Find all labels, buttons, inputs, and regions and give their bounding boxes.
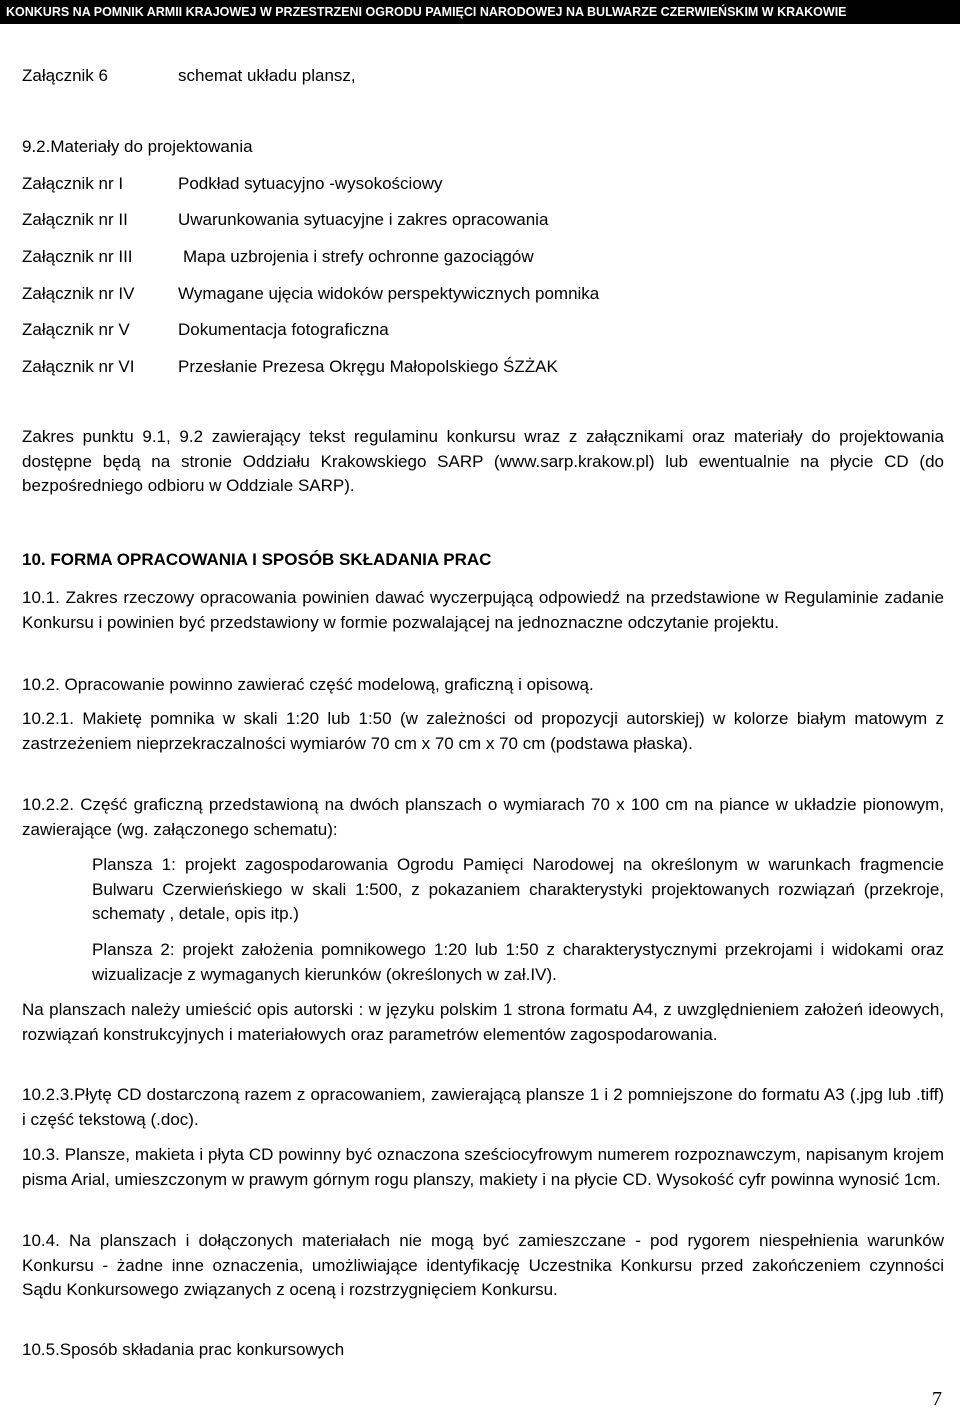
paragraph-10-1: 10.1. Zakres rzeczowy opracowania powinien dawać wyczerpującą odpowiedź na przedstawione w Regulaminie zadanie Konkursu i powinien być przedstawiony w formie pozwalającej na jednoznaczne odczytanie projektu. bbox=[22, 588, 944, 632]
annex-text: Dokumentacja fotograficzna bbox=[178, 320, 389, 339]
page-number: 7 bbox=[932, 1388, 942, 1410]
annex-text: Podkład sytuacyjno -wysokościowy bbox=[178, 174, 443, 193]
annex-text: Wymagane ujęcia widoków perspektywicznych pomnika bbox=[178, 284, 600, 303]
annex-label: Załącznik nr I bbox=[22, 174, 124, 193]
paragraph-10-2: 10.2. Opracowanie powinno zawierać część modelową, graficzną i opisową. bbox=[22, 675, 594, 694]
annex-text: Uwarunkowania sytuacyjne i zakres opracowania bbox=[178, 210, 549, 229]
paragraph-10-3: 10.3. Plansze, makieta i płyta CD powinny być oznaczona sześciocyfrowym numerem rozpoznawczym, napisanym krojem pisma Arial, umieszczonym w prawym górnym rogu planszy, makiety i na płycie CD. Wysokość cyfr powinna wynosić 1cm. bbox=[22, 1145, 944, 1189]
scope-paragraph: Zakres punktu 9.1, 9.2 zawierający tekst regulaminu konkursu wraz z załącznikami oraz materiały do projektowania dostępne będą na stronie Oddziału Krakowskiego SARP (www.sarp.krakow.pl) lub ewentualnie na płycie CD (do bezpośredniego odbioru w Oddziale SARP). bbox=[22, 427, 944, 495]
plansza-1-paragraph: Plansza 1: projekt zagospodarowania Ogrodu Pamięci Narodowej na określonym w warunkach fragmencie Bulwaru Czerwieńskiego w skali 1:500, z pokazaniem charakterystyki projektowanych rozwiązań (przekroje, schematy , detale, opis itp.) bbox=[92, 855, 944, 923]
paragraph-10-4: 10.4. Na planszach i dołączonych materiałach nie mogą być zamieszczane - pod rygorem niespełnienia warunków Konkursu - żadne inne oznaczenia, umożliwiające identyfikację Uczestnika Konkursu przed zakończeniem czynności Sądu Konkursowego związanych z oceną i rozstrzygnięciem Konkursu. bbox=[22, 1231, 944, 1299]
annex-text: Mapa uzbrojenia i strefy ochronne gazociągów bbox=[183, 247, 534, 266]
annex6-label: Załącznik 6 bbox=[22, 66, 108, 85]
annex-label: Załącznik nr IV bbox=[22, 284, 135, 303]
annex-label: Załącznik nr V bbox=[22, 320, 130, 339]
paragraph-10-2-1: 10.2.1. Makietę pomnika w skali 1:20 lub 1:50 (w zależności od propozycji autorskiej) w kolorze białym matowym z zastrzeżeniem nieprzekraczalności wymiarów 70 cm x 70 cm x 70 cm (podstawa płaska). bbox=[22, 709, 944, 753]
materials-heading: 9.2.Materiały do projektowania bbox=[22, 137, 253, 156]
section-10-heading: 10. FORMA OPRACOWANIA I SPOSÓB SKŁADANIA PRAC bbox=[22, 550, 492, 569]
annex-label: Załącznik nr VI bbox=[22, 357, 135, 376]
paragraph-10-2-3: 10.2.3.Płytę CD dostarczoną razem z opracowaniem, zawierającą plansze 1 i 2 pomniejszone do formatu A3 (.jpg lub .tiff) i część tekstową (.doc). bbox=[22, 1085, 944, 1129]
annex-label: Załącznik nr II bbox=[22, 210, 128, 229]
annex6-text: schemat układu plansz, bbox=[178, 66, 356, 85]
paragraph-10-2-2: 10.2.2. Część graficzną przedstawioną na dwóch planszach o wymiarach 70 x 100 cm na piance w układzie pionowym, zawierające (wg. załączonego schematu): bbox=[22, 795, 944, 839]
plansza-2-paragraph: Plansza 2: projekt założenia pomnikowego 1:20 lub 1:50 z charakterystycznymi przekrojami i widokami oraz wizualizacje z wymaganych kierunków (określonych w zał.IV). bbox=[92, 940, 944, 984]
description-paragraph: Na planszach należy umieścić opis autorski : w języku polskim 1 strona formatu A4, z uwzględnieniem założeń ideowych, rozwiązań konstrukcyjnych i materiałowych oraz parametrów elementów zagospodarowania. bbox=[22, 1000, 944, 1044]
paragraph-10-5: 10.5.Sposób składania prac konkursowych bbox=[22, 1340, 345, 1359]
annex-label: Załącznik nr III bbox=[22, 247, 133, 266]
annex-text: Przesłanie Prezesa Okręgu Małopolskiego ŚZŻAK bbox=[178, 357, 558, 376]
running-header: KONKURS NA POMNIK ARMII KRAJOWEJ W PRZESTRZENI OGRODU PAMIĘCI NARODOWEJ NA BULWARZE CZERWIEŃSKIM W KRAKOWIE bbox=[0, 0, 960, 24]
